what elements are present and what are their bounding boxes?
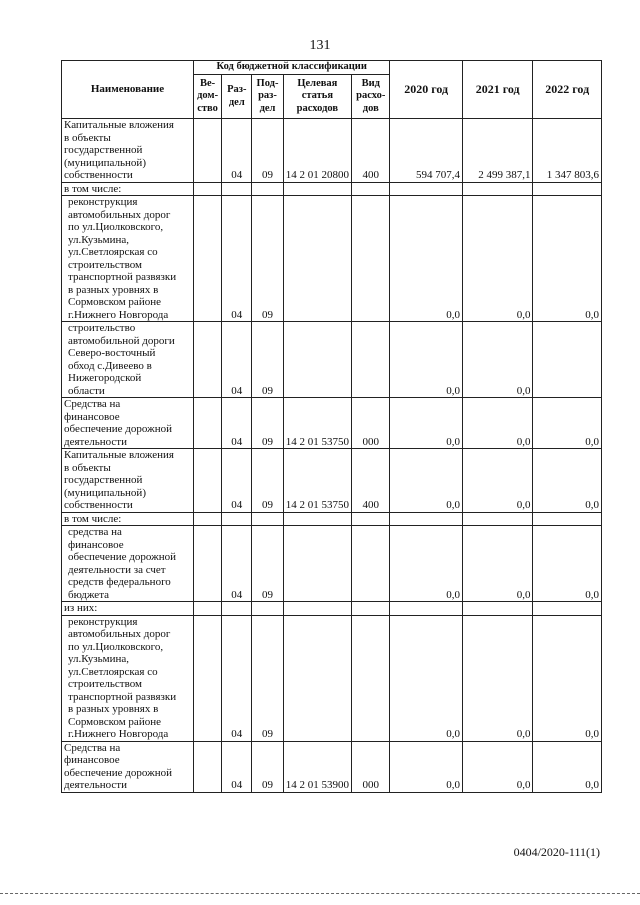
cell-razdel: 04 <box>222 119 252 183</box>
cell-vid <box>352 526 390 602</box>
cell-podrazdel: 09 <box>252 196 283 322</box>
cell-2021: 0,0 <box>462 526 533 602</box>
header-target: Целевая статья расходов <box>283 75 352 119</box>
cell-podrazdel: 09 <box>252 526 283 602</box>
cell-podrazdel: 09 <box>252 615 283 741</box>
cell-vedomstvo <box>193 182 221 196</box>
page-edge-line <box>0 893 640 894</box>
cell-vedomstvo <box>193 615 221 741</box>
cell-podrazdel: 09 <box>252 449 283 513</box>
cell-razdel: 04 <box>222 398 252 449</box>
cell-vedomstvo <box>193 526 221 602</box>
cell-vedomstvo <box>193 512 221 526</box>
cell-target <box>283 322 352 398</box>
cell-vid <box>352 322 390 398</box>
cell-podrazdel <box>252 602 283 616</box>
cell-2021: 0,0 <box>462 741 533 792</box>
row-name: строительство автомобильной дороги Северо-восточный обход с.Дивеево в Нижегородской области <box>62 322 194 398</box>
cell-2022: 1 347 803,6 <box>533 119 602 183</box>
cell-2020: 0,0 <box>390 526 463 602</box>
cell-target: 14 2 01 20800 <box>283 119 352 183</box>
cell-2020 <box>390 182 463 196</box>
cell-2020: 0,0 <box>390 322 463 398</box>
cell-2022: 0,0 <box>533 741 602 792</box>
header-2021: 2021 год <box>462 61 533 119</box>
cell-razdel <box>222 602 252 616</box>
cell-2020 <box>390 512 463 526</box>
cell-2022 <box>533 322 602 398</box>
cell-2020: 0,0 <box>390 398 463 449</box>
cell-2021: 0,0 <box>462 449 533 513</box>
cell-2020: 0,0 <box>390 741 463 792</box>
cell-vedomstvo <box>193 449 221 513</box>
cell-target <box>283 512 352 526</box>
cell-razdel: 04 <box>222 449 252 513</box>
cell-podrazdel: 09 <box>252 741 283 792</box>
cell-2021: 0,0 <box>462 615 533 741</box>
cell-2020: 0,0 <box>390 196 463 322</box>
page-number: 131 <box>309 38 331 53</box>
cell-vid <box>352 196 390 322</box>
header-vid: Вид расхо- дов <box>352 75 390 119</box>
cell-2022: 0,0 <box>533 615 602 741</box>
cell-target: 14 2 01 53900 <box>283 741 352 792</box>
cell-razdel: 04 <box>222 196 252 322</box>
cell-vid <box>352 615 390 741</box>
row-name: Средства на финансовое обеспечение дорожной деятельности <box>62 741 194 792</box>
table-body <box>62 119 602 793</box>
cell-2020: 0,0 <box>390 615 463 741</box>
row-name: Средства на финансовое обеспечение дорожной деятельности <box>62 398 194 449</box>
cell-podrazdel <box>252 182 283 196</box>
table-row <box>62 615 602 741</box>
cell-target: 14 2 01 53750 <box>283 449 352 513</box>
cell-2022 <box>533 602 602 616</box>
row-name: Капитальные вложения в объекты государственной (муниципальной) собственности <box>62 119 194 183</box>
cell-target <box>283 526 352 602</box>
header-code-group: Код бюджетной классификации <box>193 61 389 75</box>
header-vedomstvo: Ве- дом- ство <box>193 75 221 119</box>
cell-2021: 2 499 387,1 <box>462 119 533 183</box>
table-row <box>62 449 602 513</box>
cell-podrazdel <box>252 512 283 526</box>
header-2022: 2022 год <box>533 61 602 119</box>
cell-vid: 000 <box>352 741 390 792</box>
cell-vedomstvo <box>193 119 221 183</box>
cell-2022: 0,0 <box>533 196 602 322</box>
cell-podrazdel: 09 <box>252 322 283 398</box>
cell-2020: 0,0 <box>390 449 463 513</box>
header-2020: 2020 год <box>390 61 463 119</box>
cell-vedomstvo <box>193 741 221 792</box>
cell-vid: 400 <box>352 449 390 513</box>
cell-vedomstvo <box>193 398 221 449</box>
cell-vedomstvo <box>193 322 221 398</box>
table-row <box>62 398 602 449</box>
cell-vid: 400 <box>352 119 390 183</box>
cell-2021 <box>462 602 533 616</box>
cell-razdel <box>222 512 252 526</box>
cell-2021: 0,0 <box>462 322 533 398</box>
header-name: Наименование <box>62 61 194 119</box>
cell-vid <box>352 512 390 526</box>
cell-target: 14 2 01 53750 <box>283 398 352 449</box>
budget-table <box>61 60 602 793</box>
cell-2022: 0,0 <box>533 449 602 513</box>
row-name: реконструкция автомобильных дорог по ул.Циолковского, ул.Кузьмина, ул.Светлоярская со строительством транспортной развязки в разных уровнях в Сормовском районе г.Нижнего Новгорода <box>62 615 194 741</box>
cell-podrazdel: 09 <box>252 398 283 449</box>
table-row <box>62 741 602 792</box>
table-row <box>62 512 602 526</box>
cell-2022 <box>533 182 602 196</box>
table-row <box>62 602 602 616</box>
row-name: из них: <box>62 602 194 616</box>
cell-target <box>283 615 352 741</box>
cell-2020 <box>390 602 463 616</box>
cell-2022: 0,0 <box>533 526 602 602</box>
cell-podrazdel: 09 <box>252 119 283 183</box>
cell-2021: 0,0 <box>462 398 533 449</box>
cell-target <box>283 602 352 616</box>
row-name: Капитальные вложения в объекты государственной (муниципальной) собственности <box>62 449 194 513</box>
table-row <box>62 182 602 196</box>
cell-2021 <box>462 182 533 196</box>
table-row <box>62 322 602 398</box>
table-row <box>62 119 602 183</box>
cell-2022 <box>533 512 602 526</box>
row-name: средства на финансовое обеспечение дорожной деятельности за счет средств федерального бюджета <box>62 526 194 602</box>
table-row <box>62 196 602 322</box>
cell-2020: 594 707,4 <box>390 119 463 183</box>
cell-vid: 000 <box>352 398 390 449</box>
cell-vid <box>352 182 390 196</box>
cell-razdel: 04 <box>222 526 252 602</box>
cell-vid <box>352 602 390 616</box>
cell-razdel: 04 <box>222 322 252 398</box>
cell-razdel <box>222 182 252 196</box>
row-name: в том числе: <box>62 182 194 196</box>
cell-2021 <box>462 512 533 526</box>
table-row <box>62 526 602 602</box>
cell-target <box>283 182 352 196</box>
cell-2021: 0,0 <box>462 196 533 322</box>
header-podrazdel: Под- раз- дел <box>252 75 283 119</box>
cell-vedomstvo <box>193 602 221 616</box>
cell-target <box>283 196 352 322</box>
cell-razdel: 04 <box>222 741 252 792</box>
document-code: 0404/2020-111(1) <box>513 845 600 859</box>
row-name: в том числе: <box>62 512 194 526</box>
cell-vedomstvo <box>193 196 221 322</box>
cell-razdel: 04 <box>222 615 252 741</box>
row-name: реконструкция автомобильных дорог по ул.Циолковского, ул.Кузьмина, ул.Светлоярская со строительством транспортной развязки в разных уровнях в Сормовском районе г.Нижнего Новгорода <box>62 196 194 322</box>
header-razdel: Раз- дел <box>222 75 252 119</box>
cell-2022: 0,0 <box>533 398 602 449</box>
